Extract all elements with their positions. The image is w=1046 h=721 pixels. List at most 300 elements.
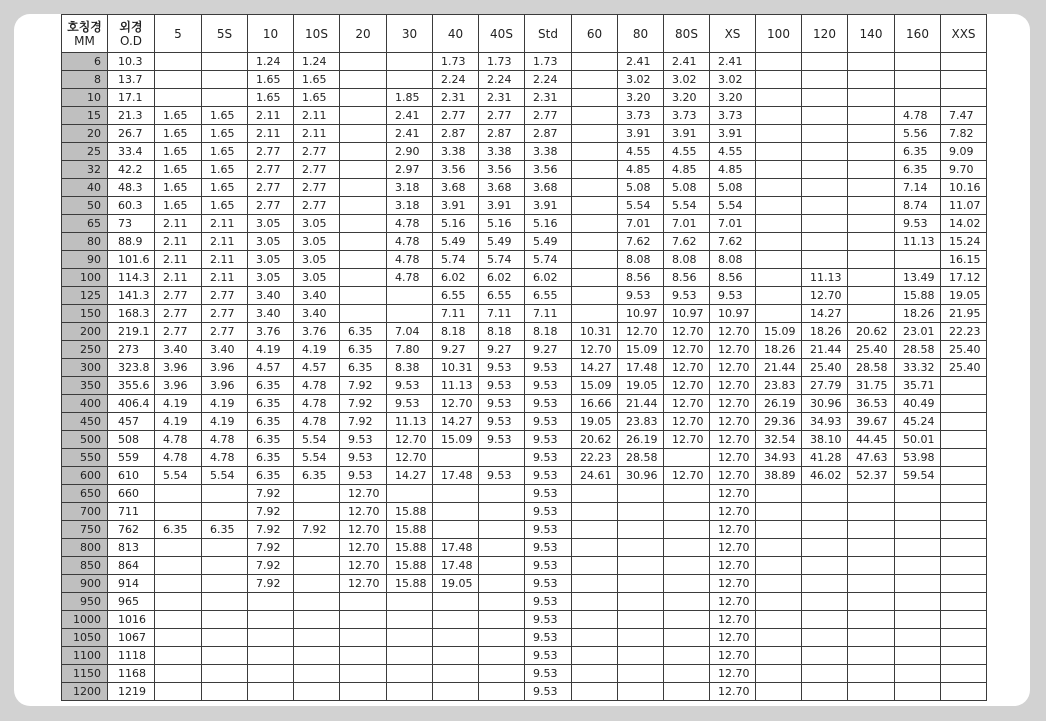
wall-thickness-cell [479, 665, 525, 683]
wall-thickness-cell: 3.40 [294, 287, 340, 305]
wall-thickness-cell: 7.62 [710, 233, 756, 251]
wall-thickness-cell: 7.47 [941, 107, 987, 125]
nominal-size-cell: 80 [62, 233, 108, 251]
wall-thickness-cell [155, 593, 202, 611]
wall-thickness-cell [202, 629, 248, 647]
header-schedule: 10 [248, 15, 294, 53]
wall-thickness-cell: 5.49 [525, 233, 572, 251]
wall-thickness-cell: 9.53 [525, 485, 572, 503]
wall-thickness-cell [941, 71, 987, 89]
wall-thickness-cell [294, 629, 340, 647]
wall-thickness-cell: 3.91 [525, 197, 572, 215]
wall-thickness-cell: 5.74 [479, 251, 525, 269]
wall-thickness-cell: 12.70 [710, 611, 756, 629]
wall-thickness-cell: 2.77 [248, 197, 294, 215]
wall-thickness-cell [202, 647, 248, 665]
wall-thickness-cell: 19.05 [433, 575, 479, 593]
wall-thickness-cell [664, 629, 710, 647]
header-schedule: 20 [340, 15, 387, 53]
wall-thickness-cell: 9.53 [664, 287, 710, 305]
wall-thickness-cell [756, 647, 802, 665]
wall-thickness-cell: 2.11 [155, 251, 202, 269]
wall-thickness-cell [756, 287, 802, 305]
wall-thickness-cell: 3.56 [479, 161, 525, 179]
wall-thickness-cell [572, 71, 618, 89]
table-row [62, 125, 987, 143]
wall-thickness-cell [895, 593, 941, 611]
wall-thickness-cell: 9.53 [340, 431, 387, 449]
wall-thickness-cell: 3.96 [202, 377, 248, 395]
wall-thickness-cell: 9.53 [525, 431, 572, 449]
wall-thickness-cell [155, 557, 202, 575]
wall-thickness-cell [155, 647, 202, 665]
wall-thickness-cell [340, 89, 387, 107]
wall-thickness-cell [756, 629, 802, 647]
wall-thickness-cell [294, 683, 340, 701]
wall-thickness-cell: 9.53 [479, 413, 525, 431]
header-schedule: XS [710, 15, 756, 53]
wall-thickness-cell [895, 611, 941, 629]
wall-thickness-cell [479, 575, 525, 593]
wall-thickness-cell: 2.41 [387, 107, 433, 125]
wall-thickness-cell: 2.41 [710, 53, 756, 71]
wall-thickness-cell [618, 665, 664, 683]
wall-thickness-cell: 15.88 [387, 557, 433, 575]
wall-thickness-cell: 11.07 [941, 197, 987, 215]
wall-thickness-cell: 4.78 [387, 215, 433, 233]
wall-thickness-cell [756, 269, 802, 287]
outer-diameter-cell: 21.3 [108, 107, 155, 125]
wall-thickness-cell: 9.70 [941, 161, 987, 179]
wall-thickness-cell [155, 575, 202, 593]
wall-thickness-cell: 5.49 [433, 233, 479, 251]
wall-thickness-cell [848, 305, 895, 323]
wall-thickness-cell [802, 611, 848, 629]
wall-thickness-cell [572, 107, 618, 125]
wall-thickness-cell: 2.31 [433, 89, 479, 107]
wall-thickness-cell: 8.38 [387, 359, 433, 377]
wall-thickness-cell: 1.24 [294, 53, 340, 71]
wall-thickness-cell: 3.05 [294, 269, 340, 287]
wall-thickness-cell [756, 215, 802, 233]
wall-thickness-cell [756, 485, 802, 503]
wall-thickness-cell [202, 611, 248, 629]
wall-thickness-cell: 7.62 [618, 233, 664, 251]
wall-thickness-cell: 15.24 [941, 233, 987, 251]
table-row [62, 377, 987, 395]
table-row [62, 449, 987, 467]
wall-thickness-cell [340, 107, 387, 125]
outer-diameter-cell: 1219 [108, 683, 155, 701]
wall-thickness-cell: 5.74 [433, 251, 479, 269]
header-schedule: Std [525, 15, 572, 53]
wall-thickness-cell: 1.65 [155, 197, 202, 215]
wall-thickness-cell: 9.53 [710, 287, 756, 305]
wall-thickness-cell [941, 449, 987, 467]
wall-thickness-cell: 11.13 [433, 377, 479, 395]
wall-thickness-cell: 3.18 [387, 179, 433, 197]
wall-thickness-cell: 12.70 [710, 665, 756, 683]
header-schedule: XXS [941, 15, 987, 53]
nominal-size-cell: 150 [62, 305, 108, 323]
wall-thickness-cell [756, 521, 802, 539]
wall-thickness-cell [941, 395, 987, 413]
header-outer-diameter [108, 15, 155, 53]
wall-thickness-cell [848, 557, 895, 575]
wall-thickness-cell: 2.77 [155, 287, 202, 305]
wall-thickness-cell [802, 557, 848, 575]
nominal-size-cell: 1200 [62, 683, 108, 701]
wall-thickness-cell [572, 89, 618, 107]
header-schedule: 10S [294, 15, 340, 53]
wall-thickness-cell: 5.16 [479, 215, 525, 233]
wall-thickness-cell: 6.02 [525, 269, 572, 287]
wall-thickness-cell: 3.38 [479, 143, 525, 161]
wall-thickness-cell: 41.28 [802, 449, 848, 467]
wall-thickness-cell: 5.08 [710, 179, 756, 197]
wall-thickness-cell [479, 539, 525, 557]
wall-thickness-cell [572, 179, 618, 197]
wall-thickness-cell: 4.55 [710, 143, 756, 161]
nominal-size-cell: 32 [62, 161, 108, 179]
wall-thickness-cell: 12.70 [710, 521, 756, 539]
wall-thickness-cell [618, 629, 664, 647]
header-schedule: 40 [433, 15, 479, 53]
wall-thickness-cell [387, 485, 433, 503]
wall-thickness-cell [895, 521, 941, 539]
wall-thickness-cell [618, 593, 664, 611]
wall-thickness-cell [387, 287, 433, 305]
wall-thickness-cell [202, 485, 248, 503]
wall-thickness-cell [756, 89, 802, 107]
wall-thickness-cell: 15.09 [572, 377, 618, 395]
wall-thickness-cell [618, 575, 664, 593]
outer-diameter-cell: 73 [108, 215, 155, 233]
wall-thickness-cell: 1.65 [248, 71, 294, 89]
wall-thickness-cell [294, 611, 340, 629]
table-row [62, 593, 987, 611]
wall-thickness-cell [802, 89, 848, 107]
wall-thickness-cell: 9.53 [525, 467, 572, 485]
wall-thickness-cell: 3.76 [248, 323, 294, 341]
wall-thickness-cell: 3.68 [479, 179, 525, 197]
wall-thickness-cell: 9.53 [525, 449, 572, 467]
wall-thickness-cell [756, 125, 802, 143]
wall-thickness-cell [802, 215, 848, 233]
nominal-size-cell: 8 [62, 71, 108, 89]
wall-thickness-cell: 2.87 [433, 125, 479, 143]
wall-thickness-cell: 2.77 [479, 107, 525, 125]
wall-thickness-cell: 12.70 [710, 359, 756, 377]
wall-thickness-cell: 12.70 [664, 323, 710, 341]
wall-thickness-cell: 2.41 [664, 53, 710, 71]
wall-thickness-cell [479, 593, 525, 611]
nominal-size-cell: 65 [62, 215, 108, 233]
wall-thickness-cell: 1.24 [248, 53, 294, 71]
wall-thickness-cell: 4.78 [294, 377, 340, 395]
outer-diameter-cell: 1118 [108, 647, 155, 665]
wall-thickness-cell: 32.54 [756, 431, 802, 449]
wall-thickness-cell [433, 665, 479, 683]
wall-thickness-cell [202, 557, 248, 575]
wall-thickness-cell [572, 197, 618, 215]
wall-thickness-cell: 2.77 [433, 107, 479, 125]
wall-thickness-cell: 2.11 [155, 269, 202, 287]
wall-thickness-cell: 12.70 [710, 629, 756, 647]
wall-thickness-cell: 12.70 [710, 503, 756, 521]
wall-thickness-cell: 2.24 [479, 71, 525, 89]
wall-thickness-cell: 6.35 [895, 161, 941, 179]
header-schedule: 60 [572, 15, 618, 53]
wall-thickness-cell [848, 611, 895, 629]
table-row [62, 269, 987, 287]
outer-diameter-cell: 813 [108, 539, 155, 557]
wall-thickness-cell: 15.88 [895, 287, 941, 305]
wall-thickness-cell [756, 575, 802, 593]
wall-thickness-cell: 12.70 [710, 395, 756, 413]
wall-thickness-cell [479, 521, 525, 539]
wall-thickness-cell: 38.89 [756, 467, 802, 485]
wall-thickness-cell: 23.01 [895, 323, 941, 341]
wall-thickness-cell: 9.53 [525, 539, 572, 557]
wall-thickness-cell: 2.77 [155, 323, 202, 341]
wall-thickness-cell: 11.13 [802, 269, 848, 287]
wall-thickness-cell: 12.70 [340, 485, 387, 503]
wall-thickness-cell [340, 683, 387, 701]
wall-thickness-cell [618, 521, 664, 539]
wall-thickness-cell: 2.87 [525, 125, 572, 143]
wall-thickness-cell: 2.77 [248, 143, 294, 161]
wall-thickness-cell: 28.58 [848, 359, 895, 377]
wall-thickness-cell [941, 611, 987, 629]
wall-thickness-cell: 1.65 [248, 89, 294, 107]
wall-thickness-cell [802, 233, 848, 251]
nominal-size-cell: 950 [62, 593, 108, 611]
wall-thickness-cell [941, 53, 987, 71]
wall-thickness-cell [802, 503, 848, 521]
wall-thickness-cell: 7.92 [248, 557, 294, 575]
wall-thickness-cell: 5.16 [433, 215, 479, 233]
wall-thickness-cell [802, 593, 848, 611]
outer-diameter-cell: 864 [108, 557, 155, 575]
wall-thickness-cell [848, 485, 895, 503]
wall-thickness-cell: 3.20 [618, 89, 664, 107]
nominal-size-cell: 100 [62, 269, 108, 287]
wall-thickness-cell: 21.44 [756, 359, 802, 377]
wall-thickness-cell: 35.71 [895, 377, 941, 395]
wall-thickness-cell [848, 107, 895, 125]
header-schedule: 160 [895, 15, 941, 53]
wall-thickness-cell [895, 683, 941, 701]
header-schedule: 30 [387, 15, 433, 53]
wall-thickness-cell: 4.19 [202, 395, 248, 413]
wall-thickness-cell: 9.53 [525, 413, 572, 431]
wall-thickness-cell: 7.01 [710, 215, 756, 233]
wall-thickness-cell: 4.78 [387, 233, 433, 251]
wall-thickness-cell: 4.78 [387, 269, 433, 287]
wall-thickness-cell: 4.85 [664, 161, 710, 179]
table-row [62, 233, 987, 251]
wall-thickness-cell: 2.11 [202, 233, 248, 251]
outer-diameter-cell: 168.3 [108, 305, 155, 323]
outer-diameter-cell: 10.3 [108, 53, 155, 71]
wall-thickness-cell [340, 179, 387, 197]
wall-thickness-cell [756, 503, 802, 521]
wall-thickness-cell: 3.38 [433, 143, 479, 161]
header-schedule: 140 [848, 15, 895, 53]
wall-thickness-cell: 5.54 [155, 467, 202, 485]
wall-thickness-cell: 2.24 [433, 71, 479, 89]
outer-diameter-cell: 48.3 [108, 179, 155, 197]
wall-thickness-cell [572, 557, 618, 575]
wall-thickness-cell: 12.70 [664, 413, 710, 431]
wall-thickness-cell: 2.77 [248, 161, 294, 179]
wall-thickness-cell: 12.70 [802, 287, 848, 305]
wall-thickness-cell: 12.70 [664, 377, 710, 395]
wall-thickness-cell: 3.96 [155, 377, 202, 395]
wall-thickness-cell [664, 611, 710, 629]
wall-thickness-cell: 12.70 [710, 575, 756, 593]
outer-diameter-cell: 1016 [108, 611, 155, 629]
outer-diameter-cell: 42.2 [108, 161, 155, 179]
wall-thickness-cell [155, 665, 202, 683]
wall-thickness-cell [756, 305, 802, 323]
wall-thickness-cell: 4.78 [294, 413, 340, 431]
wall-thickness-cell: 4.78 [202, 431, 248, 449]
wall-thickness-cell: 1.73 [479, 53, 525, 71]
wall-thickness-cell [618, 683, 664, 701]
nominal-size-cell: 900 [62, 575, 108, 593]
wall-thickness-cell: 4.19 [155, 395, 202, 413]
wall-thickness-cell [756, 107, 802, 125]
wall-thickness-cell: 2.11 [294, 107, 340, 125]
wall-thickness-cell [340, 197, 387, 215]
wall-thickness-cell: 3.91 [433, 197, 479, 215]
wall-thickness-cell: 28.58 [618, 449, 664, 467]
wall-thickness-cell: 3.91 [479, 197, 525, 215]
nominal-size-cell: 450 [62, 413, 108, 431]
wall-thickness-cell: 1.65 [202, 143, 248, 161]
wall-thickness-cell [479, 449, 525, 467]
wall-thickness-cell: 7.92 [340, 395, 387, 413]
wall-thickness-cell: 3.20 [710, 89, 756, 107]
wall-thickness-cell: 26.19 [618, 431, 664, 449]
wall-thickness-cell [572, 629, 618, 647]
wall-thickness-cell [433, 629, 479, 647]
wall-thickness-cell: 3.73 [664, 107, 710, 125]
wall-thickness-cell: 9.53 [525, 377, 572, 395]
wall-thickness-cell [202, 539, 248, 557]
wall-thickness-cell: 4.85 [618, 161, 664, 179]
outer-diameter-cell: 762 [108, 521, 155, 539]
wall-thickness-cell [848, 521, 895, 539]
wall-thickness-cell: 9.53 [525, 557, 572, 575]
wall-thickness-cell: 5.56 [895, 125, 941, 143]
wall-thickness-cell: 5.08 [664, 179, 710, 197]
wall-thickness-cell: 2.24 [525, 71, 572, 89]
wall-thickness-cell [848, 539, 895, 557]
nominal-size-cell: 1000 [62, 611, 108, 629]
table-row [62, 251, 987, 269]
wall-thickness-cell [202, 683, 248, 701]
wall-thickness-cell [340, 269, 387, 287]
wall-thickness-cell [202, 503, 248, 521]
wall-thickness-cell: 12.70 [340, 503, 387, 521]
wall-thickness-cell [941, 539, 987, 557]
nominal-size-cell: 650 [62, 485, 108, 503]
wall-thickness-cell: 28.58 [895, 341, 941, 359]
wall-thickness-cell [433, 503, 479, 521]
wall-thickness-cell: 8.08 [710, 251, 756, 269]
wall-thickness-cell: 17.48 [433, 539, 479, 557]
nominal-size-cell: 600 [62, 467, 108, 485]
nominal-size-cell: 500 [62, 431, 108, 449]
wall-thickness-cell: 7.14 [895, 179, 941, 197]
header-schedule: 5 [155, 15, 202, 53]
wall-thickness-cell [572, 305, 618, 323]
wall-thickness-cell: 9.53 [479, 359, 525, 377]
wall-thickness-cell [155, 629, 202, 647]
wall-thickness-cell: 20.62 [848, 323, 895, 341]
wall-thickness-cell: 8.56 [618, 269, 664, 287]
wall-thickness-cell: 6.55 [525, 287, 572, 305]
wall-thickness-cell: 6.35 [248, 395, 294, 413]
wall-thickness-cell: 16.15 [941, 251, 987, 269]
wall-thickness-cell: 12.70 [387, 449, 433, 467]
wall-thickness-cell [756, 71, 802, 89]
wall-thickness-cell: 9.53 [340, 467, 387, 485]
wall-thickness-cell: 2.31 [479, 89, 525, 107]
wall-thickness-cell: 3.38 [525, 143, 572, 161]
wall-thickness-cell: 30.96 [802, 395, 848, 413]
wall-thickness-cell: 12.70 [664, 467, 710, 485]
wall-thickness-cell: 10.97 [618, 305, 664, 323]
wall-thickness-cell [479, 611, 525, 629]
wall-thickness-cell [802, 161, 848, 179]
wall-thickness-cell [941, 521, 987, 539]
wall-thickness-cell: 47.63 [848, 449, 895, 467]
wall-thickness-cell: 59.54 [895, 467, 941, 485]
header-schedule: 5S [202, 15, 248, 53]
wall-thickness-cell: 1.65 [202, 107, 248, 125]
outer-diameter-cell: 610 [108, 467, 155, 485]
wall-thickness-cell: 23.83 [756, 377, 802, 395]
table-row [62, 647, 987, 665]
wall-thickness-cell [848, 503, 895, 521]
wall-thickness-cell: 2.77 [525, 107, 572, 125]
wall-thickness-cell: 2.77 [202, 305, 248, 323]
wall-thickness-cell: 8.56 [664, 269, 710, 287]
wall-thickness-cell: 4.57 [294, 359, 340, 377]
wall-thickness-cell: 12.70 [710, 431, 756, 449]
wall-thickness-cell: 14.02 [941, 215, 987, 233]
wall-thickness-cell [941, 377, 987, 395]
wall-thickness-cell [848, 143, 895, 161]
wall-thickness-cell [848, 125, 895, 143]
wall-thickness-cell: 9.09 [941, 143, 987, 161]
wall-thickness-cell: 34.93 [756, 449, 802, 467]
wall-thickness-cell [756, 665, 802, 683]
wall-thickness-cell [572, 575, 618, 593]
wall-thickness-cell: 38.10 [802, 431, 848, 449]
wall-thickness-cell: 3.02 [710, 71, 756, 89]
header-nominal-size [62, 15, 108, 53]
wall-thickness-cell [756, 251, 802, 269]
header-od-unit: O.D [119, 33, 142, 48]
wall-thickness-cell: 7.92 [248, 485, 294, 503]
nominal-size-cell: 800 [62, 539, 108, 557]
table-row [62, 521, 987, 539]
